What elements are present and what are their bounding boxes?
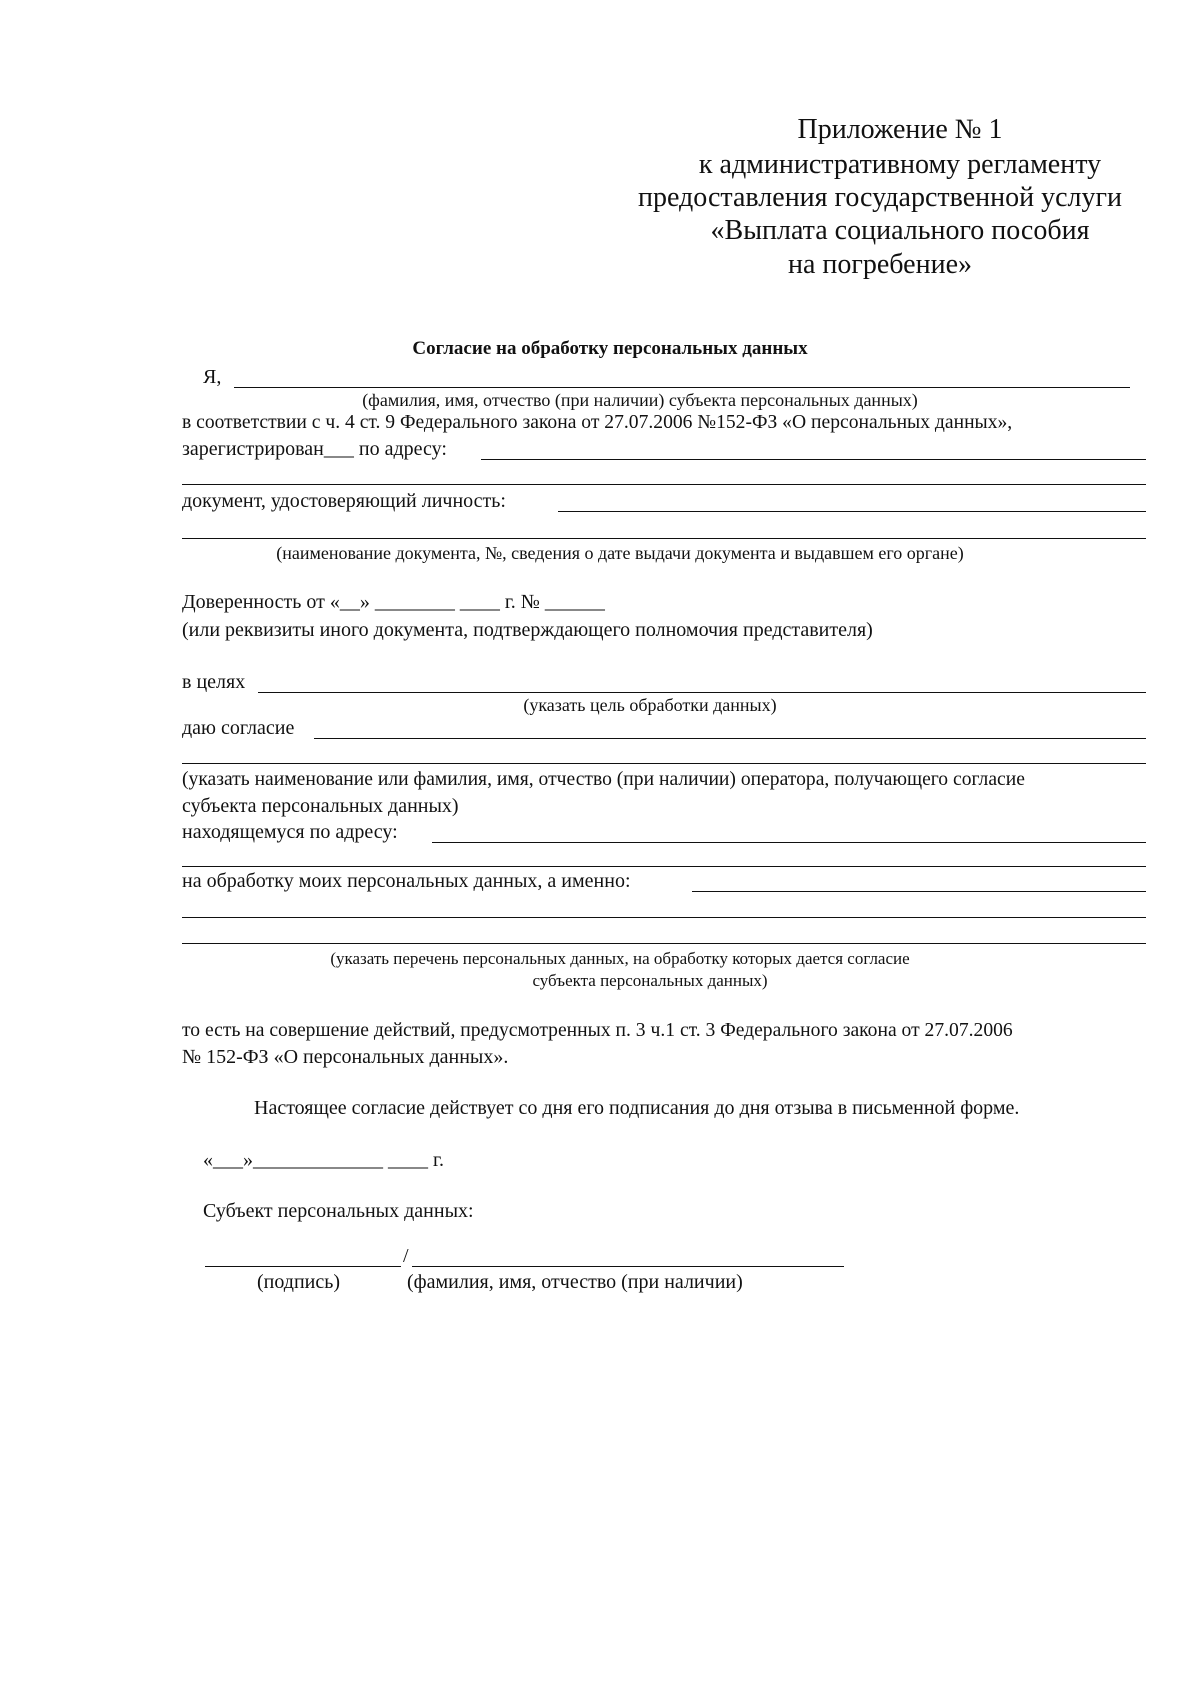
signature-caption: (подпись) [257, 1271, 341, 1293]
processing-line-2[interactable] [182, 917, 1146, 918]
subject-label: Субъект персональных данных: [203, 1200, 474, 1222]
ya-prefix: Я, [203, 366, 222, 388]
poa-caption: (или реквизиты иного документа, подтверждающего полномочия представителя) [182, 619, 873, 641]
document-line-1[interactable] [558, 511, 1146, 512]
power-of-attorney: Доверенность от «__» ________ ____ г. № ______ [182, 591, 605, 613]
processing-label: на обработку моих персональных данных, а именно: [182, 870, 631, 892]
header-line-4: «Выплата социального пособия [710, 215, 1090, 246]
header-line-3: предоставления государственной услуги [638, 182, 1122, 213]
operator-address-line-1[interactable] [432, 842, 1146, 843]
signature-fio-caption: (фамилия, имя, отчество (при наличии) [407, 1271, 743, 1293]
header-line-2: к административному регламенту [698, 149, 1102, 180]
operator-line-1[interactable] [314, 738, 1146, 739]
consent-label: даю согласие [182, 717, 295, 739]
operator-address-label: находящемуся по адресу: [182, 821, 398, 843]
registered-address-line-2[interactable] [182, 484, 1146, 485]
document-label: документ, удостоверяющий личность: [182, 490, 506, 512]
operator-caption-1: (указать наименование или фамилия, имя, отчество (при наличии) оператора, получающего согласие [182, 769, 1025, 790]
purpose-caption: (указать цель обработки данных) [523, 695, 777, 715]
document-caption: (наименование документа, №, сведения о дате выдачи документа и выдавшем его органе) [276, 543, 964, 563]
actions-line-1: то есть на совершение действий, предусмотренных п. 3 ч.1 ст. 3 Федерального закона от 27.07.2006 [182, 1020, 1013, 1041]
operator-address-line-2[interactable] [182, 866, 1146, 867]
purpose-label: в целях [182, 671, 246, 693]
processing-line-1[interactable] [692, 891, 1146, 892]
validity-statement: Настоящее согласие действует со дня его подписания до дня отзыва в письменной форме. [254, 1097, 1020, 1119]
registered-label: зарегистрирован___ по адресу: [182, 438, 447, 460]
document-title: Согласие на обработку персональных данных [412, 338, 808, 359]
processing-line-3[interactable] [182, 943, 1146, 944]
header-line-5: на погребение» [787, 249, 972, 280]
law-reference-line: в соответствии с ч. 4 ст. 9 Федерального закона от 27.07.2006 №152-ФЗ «О персональных данных», [182, 412, 1013, 433]
signature-fio-line[interactable] [412, 1266, 844, 1267]
list-caption-1: (указать перечень персональных данных, на обработку которых дается согласие [330, 949, 910, 968]
signature-slash: / [403, 1245, 409, 1267]
fio-caption: (фамилия, имя, отчество (при наличии) субъекта персональных данных) [362, 390, 918, 410]
actions-line-2: № 152-ФЗ «О персональных данных». [182, 1046, 509, 1068]
document-line-2[interactable] [182, 538, 1146, 539]
operator-line-2[interactable] [182, 763, 1146, 764]
list-caption-2: субъекта персональных данных) [532, 971, 768, 990]
date-line[interactable]: «___»_____________ ____ г. [203, 1149, 444, 1171]
registered-address-line-1[interactable] [481, 459, 1146, 460]
operator-caption-2: субъекта персональных данных) [182, 795, 459, 817]
signature-line[interactable] [205, 1266, 401, 1267]
fio-field-line[interactable] [234, 387, 1130, 388]
purpose-line[interactable] [258, 692, 1146, 693]
header-line-1: Приложение № 1 [797, 114, 1003, 145]
